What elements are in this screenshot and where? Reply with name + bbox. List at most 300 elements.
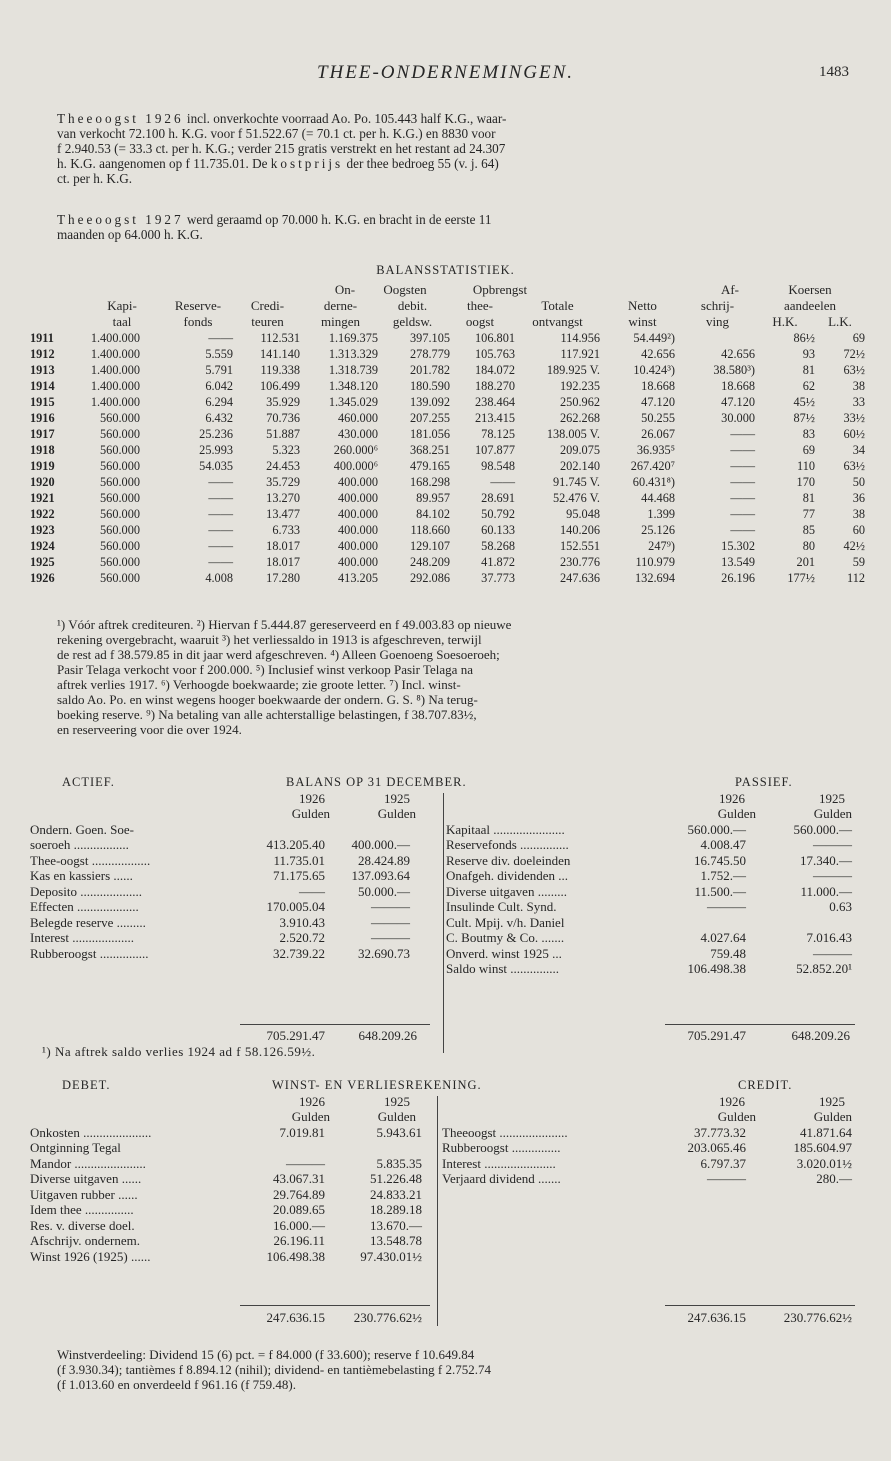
stats-cell: 141.140 [260, 347, 300, 361]
year-label: 1925 [819, 1093, 845, 1109]
stats-cell: 26.196 [721, 571, 755, 585]
credit-label: Verjaard dividend ....... [442, 1171, 561, 1186]
stats-cell: 118.660 [410, 523, 450, 537]
stats-row [30, 506, 865, 522]
stats-cell: 86½ [793, 331, 815, 345]
balance-sheet [30, 775, 865, 1065]
stats-cell: 5.791 [205, 363, 233, 377]
debet-1926: 16.000.— [273, 1217, 325, 1233]
credit-1925: 185.604.97 [793, 1140, 852, 1155]
unit-label: Gulden [813, 1109, 852, 1124]
balance-row [30, 837, 865, 853]
footnote-line: rekening overgebracht, waaruit ³) het verliessaldo in 1913 is afgeschreven, terwijl [57, 632, 482, 647]
stats-year: 1914 [30, 379, 55, 393]
col-head: Opbrengst [472, 282, 528, 297]
stats-cell: 80 [802, 539, 815, 553]
stats-cell: 267.420⁷ [630, 459, 675, 473]
stats-cell: 37.773 [481, 571, 515, 585]
pl-row [30, 1218, 865, 1234]
debet-1925: 13.548.78 [370, 1233, 422, 1248]
stats-cell: 119.338 [260, 363, 300, 377]
stats-cell: 1.400.000 [90, 379, 140, 393]
year-label: 1926 [299, 1093, 325, 1109]
stats-cell: 69 [852, 331, 865, 345]
debet-1926: 7.019.81 [279, 1124, 325, 1140]
passief-label: Reservefonds ............... [446, 837, 569, 852]
stats-cell: 13.549 [721, 555, 755, 569]
stats-cell: 105.763 [475, 347, 515, 361]
passief-label: Onafgeh. dividenden ... [446, 868, 569, 883]
stats-cell: 479.165 [410, 459, 450, 473]
stats-cell: 560.000 [100, 491, 140, 505]
passief-label: Diverse uitgaven ......... [446, 883, 567, 899]
stats-cell: —— [730, 491, 755, 505]
stats-row [30, 570, 865, 586]
stats-cell: 110 [797, 459, 815, 473]
debet-1926: ——— [286, 1155, 325, 1171]
actief-1925: ——— [371, 930, 410, 945]
stats-cell: —— [730, 507, 755, 521]
stats-cell: 6.432 [205, 411, 233, 425]
stats-cell: 52.476 V. [552, 491, 600, 505]
col-head: Kapi- [107, 298, 137, 313]
balance-totals [30, 1028, 865, 1059]
stats-cell: 560.000 [100, 459, 140, 473]
total-rule [240, 1024, 430, 1025]
stats-cell: 17.280 [266, 571, 300, 585]
debet-label: Idem thee ............... [30, 1202, 134, 1217]
stats-cell: 13.477 [266, 507, 300, 521]
pl-row [30, 1140, 865, 1156]
stats-cell: —— [208, 523, 233, 537]
balance-titles [30, 775, 865, 791]
stats-cell: —— [730, 475, 755, 489]
year-label: 1925 [384, 1093, 410, 1109]
stats-year: 1916 [30, 411, 55, 425]
stats-cell: 10.424³) [633, 363, 675, 377]
stats-row [30, 378, 865, 394]
passief-1925: ——— [813, 945, 852, 961]
stats-cell: 25.126 [641, 523, 675, 537]
stats-cell: 60.431⁸) [632, 475, 675, 489]
stats-cell: 560.000 [100, 555, 140, 569]
passief-total-1925: 648.209.26 [791, 1028, 850, 1043]
stats-cell: —— [208, 475, 233, 489]
stats-cell: 98.548 [481, 459, 515, 473]
passief-label: Kapitaal ...................... [446, 821, 565, 837]
stats-cell: —— [730, 459, 755, 473]
intro-text: incl. onverkochte voorraad Ao. Po. 105.443 half K.G., waar- [183, 111, 507, 126]
passief-label: Onverd. winst 1925 ... [446, 945, 562, 961]
col-head: oogst [465, 314, 495, 329]
actief-1926: 413.205.40 [266, 837, 325, 852]
stats-cell: 63½ [843, 459, 865, 473]
unit-label: Gulden [377, 1109, 416, 1124]
stats-cell: 112 [847, 571, 865, 585]
stats-cell: 30.000 [721, 411, 755, 425]
stats-cell: 33 [852, 395, 865, 409]
actief-label: Effecten ................... [30, 899, 139, 914]
year-label: 1926 [719, 1093, 745, 1109]
stats-cell: 85 [802, 523, 815, 537]
stats-cell: 1.400.000 [90, 363, 140, 377]
debet-label: Uitgaven rubber ...... [30, 1186, 138, 1202]
stats-cell: 250.962 [560, 395, 600, 409]
footnote-line: aftrek verlies 1917. ⁶) Verhoogde boekwaarde; zie groote letter. ⁷) Incl. winst- [57, 677, 461, 692]
stats-cell: 201.782 [410, 363, 450, 377]
stats-cell: 189.925 V. [546, 363, 600, 377]
stats-cell: 400.000 [338, 491, 378, 505]
balance-row [30, 915, 865, 931]
intro-text: ct. per h. K.G. [57, 171, 133, 186]
credit-1926: 203.065.46 [687, 1140, 746, 1155]
actief-label: soeroeh ................. [30, 837, 129, 852]
debet-label: Diverse uitgaven ...... [30, 1171, 142, 1186]
stats-row [30, 554, 865, 570]
stats-cell: 1.318.739 [328, 363, 378, 377]
stats-cell: —— [208, 507, 233, 521]
stats-cell: —— [208, 539, 233, 553]
debet-1925: 51.226.48 [370, 1171, 422, 1186]
stats-cell: 138.005 V. [546, 427, 600, 441]
balance-rows [30, 822, 865, 977]
stats-row [30, 538, 865, 554]
stats-row [30, 410, 865, 426]
col-head: Oogsten [383, 282, 427, 297]
stats-cell: 1.400.000 [90, 331, 140, 345]
stats-cell: 1.400.000 [90, 395, 140, 409]
stats-cell: 50.792 [481, 507, 515, 521]
stats-cell: —— [208, 555, 233, 569]
stats-year: 1912 [30, 347, 55, 361]
winstverdeeling-line: (f 3.930.34); tantièmes f 8.894.12 (nihil); dividend- en tantièmebelasting f 2.752.74 [57, 1362, 491, 1377]
stats-cell: 36 [852, 491, 865, 505]
stats-year: 1918 [30, 443, 55, 457]
passief-title: PASSIEF. [735, 775, 793, 789]
col-head: schrij- [700, 298, 735, 313]
footnote-line: ¹) Vóór aftrek crediteuren. ²) Hiervan f 5.444.87 gereserveerd en f 49.003.83 op nieuwe [57, 617, 512, 632]
stats-row [30, 426, 865, 442]
credit-1926: ——— [707, 1171, 746, 1186]
actief-total-1926: 705.291.47 [266, 1028, 325, 1043]
stats-cell: 42½ [843, 539, 865, 553]
credit-1925: 280.— [816, 1171, 852, 1186]
intro-text: h. K.G. aangenomen op f 11.735.01. De [57, 156, 271, 171]
stats-cell: 177½ [787, 571, 815, 585]
stats-cell: 34 [852, 443, 865, 457]
stats-cell: 192.235 [560, 379, 600, 393]
credit-1926: 37.773.32 [694, 1124, 746, 1140]
actief-label: Interest ................... [30, 930, 134, 945]
passief-label: C. Boutmy & Co. ....... [446, 930, 565, 945]
unit-label: Gulden [717, 1109, 756, 1124]
actief-label: Ondern. Goen. Soe- [30, 821, 134, 837]
stats-row [30, 362, 865, 378]
stats-cell: 201 [796, 555, 815, 569]
stats-cell: 77 [802, 507, 815, 521]
stats-cell: 112.531 [260, 331, 300, 345]
balance-row [30, 899, 865, 915]
stats-cell: 181.056 [410, 427, 450, 441]
stats-cell: 140.206 [560, 523, 600, 537]
passief-total-1926: 705.291.47 [687, 1028, 746, 1043]
actief-1925: 50.000.— [358, 883, 410, 899]
stats-cell: 38 [852, 507, 865, 521]
stats-cell: 42.656 [721, 347, 755, 361]
stats-cell: 207.255 [410, 411, 450, 425]
stats-year: 1913 [30, 363, 55, 377]
debet-label: Res. v. diverse doel. [30, 1217, 135, 1233]
col-head: Af- [720, 282, 740, 297]
debet-1925: 24.833.21 [370, 1186, 422, 1202]
passief-1926: 560.000.— [687, 821, 746, 837]
stats-cell: 78.125 [481, 427, 515, 441]
stats-year: 1917 [30, 427, 55, 441]
actief-1926: 32.739.22 [273, 945, 325, 961]
total-rule [240, 1305, 430, 1306]
debet-1925: 18.289.18 [370, 1202, 422, 1217]
col-head: H.K. [772, 314, 798, 329]
actief-1926: 170.005.04 [266, 899, 325, 914]
passief-1926: ——— [707, 899, 746, 914]
intro-text: werd geraamd op 70.000 h. K.G. en bracht in de eerste 11 [183, 212, 492, 227]
credit-label: Interest ...................... [442, 1155, 556, 1171]
stats-cell: 413.205 [338, 571, 378, 585]
stats-cell: 1.399 [647, 507, 675, 521]
actief-1926: 11.735.01 [273, 852, 325, 868]
stats-cell: 168.298 [410, 475, 450, 489]
debet-1925: 97.430.01½ [360, 1248, 422, 1264]
pl-row [30, 1187, 865, 1203]
stats-header-row-3 [30, 314, 865, 330]
stats-cell: —— [730, 443, 755, 457]
debet-title: DEBET. [62, 1078, 111, 1092]
stats-row [30, 490, 865, 506]
stats-cell: 184.072 [475, 363, 515, 377]
stats-cell: 400.000 [338, 555, 378, 569]
stats-cell: 81 [802, 491, 815, 505]
pl-title: WINST- EN VERLIESREKENING. [272, 1078, 482, 1092]
stats-cell: 6.733 [272, 523, 300, 537]
stats-cell: 1.400.000 [90, 347, 140, 361]
stats-cell: 42.656 [641, 347, 675, 361]
col-head: derne- [323, 298, 358, 313]
stats-cell: 430.000 [338, 427, 378, 441]
year-label: 1925 [819, 790, 845, 806]
stats-cell: 170 [796, 475, 815, 489]
balance-units [30, 806, 865, 822]
pl-row [30, 1171, 865, 1187]
stats-cell: 91.745 V. [552, 475, 600, 489]
stats-year: 1924 [30, 539, 55, 553]
stats-year: 1922 [30, 507, 55, 521]
debet-label: Afschrijv. ondernem. [30, 1233, 140, 1248]
col-head: On- [334, 282, 356, 297]
col-head: mingen [321, 314, 360, 329]
col-head: fonds [183, 314, 213, 329]
debet-1926: 106.498.38 [266, 1248, 325, 1264]
stats-cell: 70.736 [266, 411, 300, 425]
stats-cell: 560.000 [100, 571, 140, 585]
debet-1926: 29.764.89 [273, 1186, 325, 1202]
stats-cell: 18.017 [266, 555, 300, 569]
stats-cell: 45½ [793, 395, 815, 409]
footnote-line: de rest ad f 38.579.85 in dit jaar werd afgeschreven. ⁴) Alleen Goenoeng Soesoeroeh; [57, 647, 500, 662]
intro-text: der thee bedroeg 55 (v. j. 64) [343, 156, 499, 171]
balance-years [30, 791, 865, 807]
stats-cell: 247.636 [560, 571, 600, 585]
actief-1925: 32.690.73 [358, 945, 410, 961]
stats-cell: 18.668 [641, 379, 675, 393]
unit-label: Gulden [291, 806, 330, 821]
stats-cell: 60.133 [481, 523, 515, 537]
debet-total-1926: 247.636.15 [266, 1310, 325, 1325]
stats-row [30, 458, 865, 474]
balance-row [30, 961, 865, 977]
stats-cell: 59 [852, 555, 865, 569]
balance-row [30, 946, 865, 962]
credit-1925: 3.020.01½ [796, 1155, 852, 1171]
stats-cell: 18.017 [266, 539, 300, 553]
stats-cell: 129.107 [410, 539, 450, 553]
stats-cell: 397.105 [410, 331, 450, 345]
profit-loss-account [30, 1078, 865, 1264]
actief-1926: —— [299, 883, 325, 899]
stats-cell: 54.035 [199, 459, 233, 473]
stats-cell: 230.776 [560, 555, 600, 569]
passief-1925: 0.63 [829, 899, 852, 914]
year-label: 1926 [719, 790, 745, 806]
pl-totals [30, 1310, 865, 1326]
stats-cell: —— [208, 491, 233, 505]
stats-cell: 41.872 [481, 555, 515, 569]
actief-title: ACTIEF. [62, 775, 115, 789]
col-head: Credi- [250, 298, 285, 313]
stats-cell: —— [208, 331, 233, 345]
stats-header-row-2 [30, 298, 865, 314]
stats-header-row-1 [30, 282, 865, 298]
stats-cell: 24.453 [266, 459, 300, 473]
stats-cell: 238.464 [475, 395, 515, 409]
actief-1925: 28.424.89 [358, 852, 410, 868]
stats-cell: 5.559 [205, 347, 233, 361]
col-head: Reserve- [174, 298, 222, 313]
col-head: geldsw. [392, 314, 433, 329]
stats-cell: 6.294 [205, 395, 233, 409]
stats-cell: 95.048 [566, 507, 600, 521]
stats-cell: 180.590 [410, 379, 450, 393]
pl-row [30, 1156, 865, 1172]
actief-total-1925: 648.209.26 [358, 1028, 417, 1043]
stats-cell: 36.935⁵ [636, 443, 675, 457]
stats-cell: 50 [852, 475, 865, 489]
passief-1926: 16.745.50 [694, 852, 746, 868]
unit-label: Gulden [813, 806, 852, 821]
total-rule [665, 1305, 855, 1306]
actief-label: Belegde reserve ......... [30, 914, 146, 930]
credit-label: Theeoogst ..................... [442, 1124, 568, 1140]
balance-row [30, 822, 865, 838]
intro-text: f 2.940.53 (= 33.3 ct. per h. K.G.; verder 215 gratis verstrekt en het restant ad 24.307 [57, 141, 506, 156]
stats-title: BALANSSTATISTIEK. [376, 263, 515, 277]
stats-cell: —— [490, 475, 515, 489]
stats-cell: 47.120 [641, 395, 675, 409]
actief-1926: 2.520.72 [279, 930, 325, 945]
stats-cell: 84.102 [416, 507, 450, 521]
unit-label: Gulden [377, 806, 416, 821]
stats-cell: 50.255 [641, 411, 675, 425]
passief-1925: ——— [813, 868, 852, 883]
stats-cell: —— [730, 427, 755, 441]
stats-cell: 35.929 [266, 395, 300, 409]
stats-year: 1921 [30, 491, 55, 505]
stats-cell: 560.000 [100, 475, 140, 489]
col-head: winst [628, 314, 657, 329]
unit-label: Gulden [717, 806, 756, 821]
col-head: aandeelen [784, 298, 836, 313]
passief-label: Reserve div. doeleinden [446, 852, 571, 868]
stats-cell: 6.042 [205, 379, 233, 393]
pl-row [30, 1233, 865, 1249]
stats-row [30, 330, 865, 346]
stats-cell: 460.000 [338, 411, 378, 425]
actief-1925: 400.000.— [351, 837, 410, 852]
footnote-line: Pasir Telaga verkocht voor f 200.000. ⁵) Inclusief winst verkoop Pasir Telaga na [57, 662, 473, 677]
credit-1925: 41.871.64 [800, 1124, 852, 1140]
col-head: L.K. [828, 314, 852, 329]
stats-cell: 202.140 [560, 459, 600, 473]
stats-cell: 69 [802, 443, 815, 457]
stats-cell: 63½ [843, 363, 865, 377]
passief-1925: ——— [813, 837, 852, 852]
stats-cell: 18.668 [721, 379, 755, 393]
stats-row [30, 394, 865, 410]
stats-cell: 51.887 [266, 427, 300, 441]
col-head: Totale [541, 298, 574, 313]
stats-cell: 81 [802, 363, 815, 377]
stats-table [30, 282, 865, 586]
stats-row [30, 522, 865, 538]
stats-cell: 1.169.375 [328, 331, 378, 345]
stats-cell: 1.345.029 [328, 395, 378, 409]
actief-label: Kas en kassiers ...... [30, 868, 133, 883]
footnote-line: saldo Ao. Po. en winst wegens hooger boekwaarde der ondern. G. S. ⁸) Na terug- [57, 692, 478, 707]
stats-row [30, 346, 865, 362]
stats-cell: 152.551 [560, 539, 600, 553]
stats-cell: 38 [852, 379, 865, 393]
passief-1925: 52.852.20¹ [796, 961, 852, 976]
passief-1925: 7.016.43 [806, 930, 852, 945]
debet-1925: 5.835.35 [376, 1155, 422, 1171]
pl-row [30, 1249, 865, 1265]
stats-cell: 1.348.120 [328, 379, 378, 393]
credit-label: Rubberoogst ............... [442, 1140, 561, 1155]
stats-cell: 132.694 [635, 571, 675, 585]
intro-heading: Theeoogst 1926 [57, 111, 184, 126]
stats-cell: 117.921 [560, 347, 600, 361]
passief-label: Cult. Mpij. v/h. Daniel [446, 914, 565, 930]
stats-cell: 560.000 [100, 539, 140, 553]
balance-note: ¹) Na aftrek saldo verlies 1924 ad f 58.126.59½. [42, 1043, 316, 1059]
stats-cell: 247⁹) [648, 539, 675, 553]
debet-1925: 13.670.— [370, 1217, 422, 1233]
stats-cell: 139.092 [410, 395, 450, 409]
stats-year: 1925 [30, 555, 55, 569]
debet-1925: 5.943.61 [376, 1124, 422, 1140]
debet-label: Mandor ...................... [30, 1155, 146, 1171]
actief-label: Deposito ................... [30, 883, 142, 899]
stats-cell: 93 [802, 347, 815, 361]
